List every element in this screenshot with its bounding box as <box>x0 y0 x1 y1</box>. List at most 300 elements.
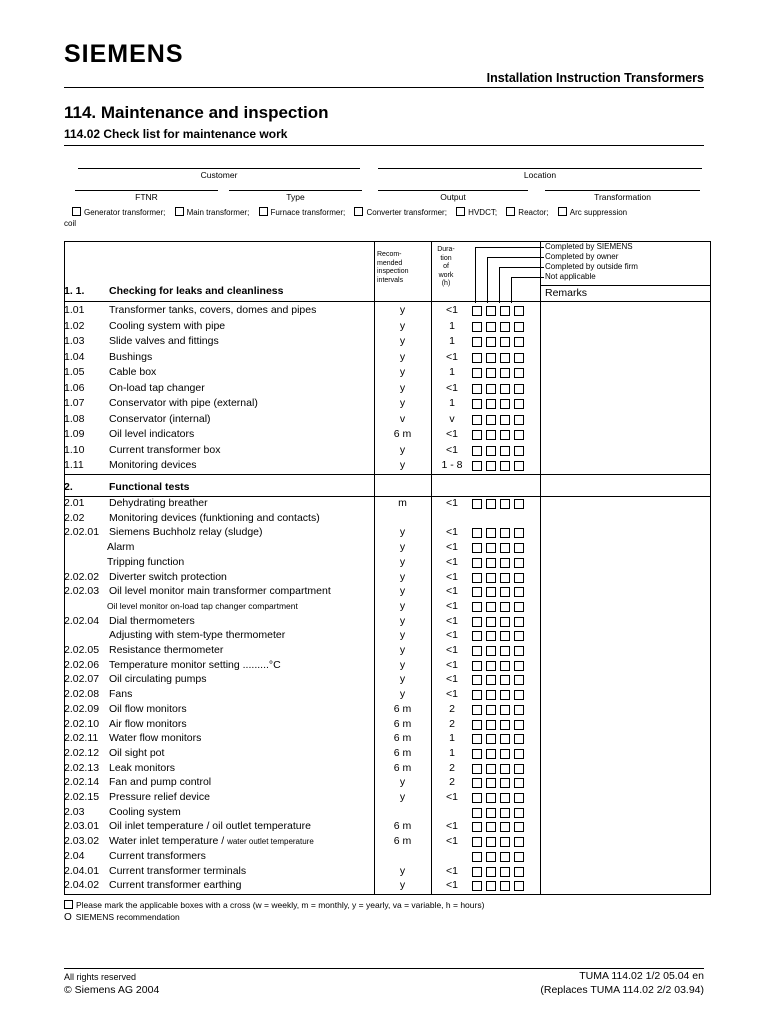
table-row <box>64 819 711 834</box>
table-row <box>64 599 711 614</box>
checkbox-siemens[interactable] <box>472 867 482 877</box>
checkbox-owner[interactable] <box>486 446 496 456</box>
checkbox-owner[interactable] <box>486 675 496 685</box>
checkbox-siemens[interactable] <box>472 430 482 440</box>
checkbox-outside[interactable] <box>500 837 510 847</box>
row-number: 1.02 <box>64 319 85 332</box>
table-row <box>64 443 711 458</box>
checkbox-outside[interactable] <box>500 573 510 583</box>
type-option-furnace[interactable]: Furnace transformer; <box>259 208 346 217</box>
checkbox-outside[interactable] <box>500 602 510 612</box>
row-duration: 1 <box>449 397 455 409</box>
checkbox-owner[interactable] <box>486 808 496 818</box>
row-duration: <1 <box>446 864 458 877</box>
checkbox-outside[interactable] <box>500 461 510 471</box>
table-row <box>64 350 711 365</box>
checkbox-siemens[interactable] <box>472 705 482 715</box>
checkbox-siemens[interactable] <box>472 558 482 568</box>
checkbox-siemens[interactable] <box>472 749 482 759</box>
row-description: Slide valves and fittings <box>109 335 219 347</box>
checkbox-not-applicable[interactable] <box>514 368 524 378</box>
checkbox-not-applicable[interactable] <box>514 734 524 744</box>
row-number: 2.02.06 <box>64 658 100 671</box>
checkbox-owner[interactable] <box>486 322 496 332</box>
row-description: Pressure relief device <box>109 791 210 803</box>
checkbox-not-applicable[interactable] <box>514 322 524 332</box>
checkbox[interactable] <box>558 207 567 216</box>
row-checkboxes <box>472 881 528 896</box>
footer-rights: All rights reserved <box>64 972 137 982</box>
header-bottom-rule <box>64 301 711 302</box>
row-interval: y <box>399 381 406 394</box>
row-duration: <1 <box>446 585 458 598</box>
checkbox-outside[interactable] <box>500 499 510 509</box>
row-number: 2.02.14 <box>64 776 100 789</box>
type-option-arc-suppression-cont: coil <box>64 219 77 228</box>
checkbox-outside[interactable] <box>500 764 510 774</box>
customer-field[interactable]: Customer <box>78 168 360 180</box>
row-duration: <1 <box>446 350 458 363</box>
type-option-generator[interactable]: Generator transformer; <box>72 208 165 217</box>
row-description: Fan and pump control <box>109 776 212 789</box>
footer-rule <box>64 968 704 969</box>
row-description: Cooling system <box>109 805 181 818</box>
row-description: Temperature monitor setting .........°C <box>109 658 281 671</box>
checkbox-not-applicable[interactable] <box>514 778 524 788</box>
row-duration: <1 <box>446 835 458 848</box>
checkbox-not-applicable[interactable] <box>514 749 524 759</box>
legend-completed-outside: Completed by outside firm <box>545 262 638 271</box>
checkbox-outside[interactable] <box>500 661 510 671</box>
table-row <box>64 717 711 732</box>
checkbox-owner[interactable] <box>486 353 496 363</box>
row-duration: <1 <box>446 614 458 627</box>
table-row <box>64 525 711 540</box>
legend-not-applicable: Not applicable <box>545 272 596 281</box>
row-interval: y <box>399 614 406 627</box>
row-number: 2.02.07 <box>64 673 100 686</box>
type-option-converter[interactable]: Converter transformer; <box>354 208 446 217</box>
checkbox-owner[interactable] <box>486 558 496 568</box>
table-row <box>64 334 711 349</box>
checkbox-siemens[interactable] <box>472 499 482 509</box>
checkbox-siemens[interactable] <box>472 690 482 700</box>
row-number: 1.09 <box>64 428 85 440</box>
row-description: Current transformer earthing <box>109 879 242 892</box>
table-row <box>64 731 711 746</box>
row-number: 2.01 <box>64 497 85 509</box>
checkbox-siemens[interactable] <box>472 415 482 425</box>
checkbox-siemens[interactable] <box>472 822 482 832</box>
checkbox-owner[interactable] <box>486 881 496 891</box>
checkbox-outside[interactable] <box>500 881 510 891</box>
row-duration: <1 <box>446 555 458 568</box>
checkbox-owner[interactable] <box>486 837 496 847</box>
row-description: Oil sight pot <box>109 746 165 759</box>
table-row <box>64 511 711 526</box>
checkbox-not-applicable[interactable] <box>514 528 524 538</box>
checkbox-not-applicable[interactable] <box>514 837 524 847</box>
checkbox-outside[interactable] <box>500 384 510 394</box>
checkbox-siemens[interactable] <box>472 461 482 471</box>
checkbox-siemens[interactable] <box>472 543 482 553</box>
row-duration: <1 <box>446 673 458 686</box>
row-number: 2.02.04 <box>64 614 100 627</box>
footer-replaces: (Replaces TUMA 114.02 2/2 03.94) <box>540 984 704 996</box>
checkbox-siemens[interactable] <box>472 528 482 538</box>
location-field[interactable]: Location <box>378 168 702 180</box>
checkbox-outside[interactable] <box>500 322 510 332</box>
checkbox-siemens[interactable] <box>472 852 482 862</box>
row-duration: 1 - 8 <box>441 459 463 471</box>
checkbox-outside[interactable] <box>500 528 510 538</box>
checkbox-siemens[interactable] <box>472 587 482 597</box>
checkbox-outside[interactable] <box>500 631 510 641</box>
row-duration: <1 <box>446 629 458 642</box>
row-interval: 6 m <box>393 820 412 833</box>
checkbox-not-applicable[interactable] <box>514 617 524 627</box>
checkbox-outside[interactable] <box>500 646 510 656</box>
legend-completed-siemens: Completed by SIEMENS <box>545 242 633 251</box>
checkbox-outside[interactable] <box>500 852 510 862</box>
row-number: 1.03 <box>64 335 85 347</box>
row-description: Resistance thermometer <box>109 644 224 656</box>
checkbox-owner[interactable] <box>486 852 496 862</box>
checkbox-not-applicable[interactable] <box>514 558 524 568</box>
checkbox-outside[interactable] <box>500 808 510 818</box>
checkbox-siemens[interactable] <box>472 764 482 774</box>
checkbox-siemens[interactable] <box>472 881 482 891</box>
section-1-title: Checking for leaks and cleanliness <box>109 285 284 297</box>
checkbox-not-applicable[interactable] <box>514 587 524 597</box>
checkbox-outside[interactable] <box>500 337 510 347</box>
checkbox-outside[interactable] <box>500 446 510 456</box>
checkbox-not-applicable[interactable] <box>514 430 524 440</box>
row-interval: y <box>399 688 406 701</box>
row-interval: y <box>399 673 406 686</box>
checkbox-siemens[interactable] <box>472 384 482 394</box>
title-rule <box>64 145 704 146</box>
checkbox-owner[interactable] <box>486 573 496 583</box>
checkbox-siemens[interactable] <box>472 573 482 583</box>
checkbox-siemens[interactable] <box>472 353 482 363</box>
row-description: Oil level indicators <box>109 428 195 440</box>
table-row <box>64 746 711 761</box>
row-interval: y <box>399 629 406 642</box>
row-number: 2.02.12 <box>64 746 100 759</box>
checkbox-not-applicable[interactable] <box>514 720 524 730</box>
row-duration: 1 <box>449 366 455 378</box>
row-description: Oil level monitor main transformer compartment <box>109 585 331 598</box>
row-duration: 1 <box>449 746 455 759</box>
checkbox-owner[interactable] <box>486 306 496 316</box>
row-description: Oil circulating pumps <box>109 673 207 686</box>
checkbox-owner[interactable] <box>486 822 496 832</box>
checkbox-not-applicable[interactable] <box>514 646 524 656</box>
checkbox-owner[interactable] <box>486 499 496 509</box>
checkbox-outside[interactable] <box>500 822 510 832</box>
checkbox-not-applicable[interactable] <box>514 793 524 803</box>
checkbox-owner[interactable] <box>486 587 496 597</box>
subsection-title: 114.02 Check list for maintenance work <box>64 127 288 141</box>
row-number: 2.02.02 <box>64 570 100 583</box>
checkbox-owner[interactable] <box>486 764 496 774</box>
row-number: 2.04.02 <box>64 879 100 892</box>
checkbox-not-applicable[interactable] <box>514 661 524 671</box>
row-interval: y <box>399 879 406 892</box>
row-description: Oil flow monitors <box>109 702 187 715</box>
transformer-type-options <box>64 207 712 229</box>
table-row <box>64 412 711 427</box>
checkbox-owner[interactable] <box>486 867 496 877</box>
checkbox-siemens[interactable] <box>472 337 482 347</box>
row-description: Adjusting with stem-type thermometer <box>109 629 286 642</box>
checkbox-siemens[interactable] <box>472 675 482 685</box>
row-number: 2.04 <box>64 849 85 862</box>
checkbox-owner[interactable] <box>486 399 496 409</box>
row-description: Leak monitors <box>109 761 175 774</box>
checkbox-owner[interactable] <box>486 720 496 730</box>
row-description: Fans <box>109 688 133 701</box>
row-description: Tripping function <box>107 555 185 568</box>
checkbox-outside[interactable] <box>500 734 510 744</box>
checkbox-owner[interactable] <box>486 368 496 378</box>
checkbox-outside[interactable] <box>500 430 510 440</box>
table-row <box>64 396 711 411</box>
table-row <box>64 584 711 599</box>
table-row <box>64 878 711 893</box>
checkbox-siemens[interactable] <box>472 734 482 744</box>
checkbox-owner[interactable] <box>486 661 496 671</box>
checkbox-owner[interactable] <box>486 430 496 440</box>
intervals-header: Recom- mended inspection intervals <box>377 251 409 284</box>
row-duration: <1 <box>446 688 458 701</box>
table-row <box>64 687 711 702</box>
row-duration: 2 <box>449 702 455 715</box>
checkbox-owner[interactable] <box>486 602 496 612</box>
checkbox-owner[interactable] <box>486 461 496 471</box>
type-option-hvdct[interactable]: HVDCT; <box>456 208 497 217</box>
checkbox-not-applicable[interactable] <box>514 499 524 509</box>
checkbox-siemens[interactable] <box>472 646 482 656</box>
checkbox-owner[interactable] <box>486 690 496 700</box>
checkbox-siemens[interactable] <box>472 306 482 316</box>
checkbox-outside[interactable] <box>500 558 510 568</box>
checkbox-outside[interactable] <box>500 587 510 597</box>
checkbox-siemens[interactable] <box>472 617 482 627</box>
row-description-small: water outlet temperature <box>227 837 314 847</box>
checkbox-not-applicable[interactable] <box>514 306 524 316</box>
checkbox-not-applicable[interactable] <box>514 602 524 612</box>
row-number: 2.02.08 <box>64 688 100 701</box>
row-duration: <1 <box>446 497 458 509</box>
checkbox-not-applicable[interactable] <box>514 881 524 891</box>
table-row <box>64 775 711 790</box>
row-number: 1.01 <box>64 304 85 316</box>
checkbox-siemens[interactable] <box>472 322 482 332</box>
checkbox[interactable] <box>456 207 465 216</box>
table-row <box>64 319 711 334</box>
checkbox[interactable] <box>506 207 515 216</box>
checkbox-owner[interactable] <box>486 384 496 394</box>
checkbox-siemens[interactable] <box>472 631 482 641</box>
table-row <box>64 864 711 879</box>
checkbox-not-applicable[interactable] <box>514 446 524 456</box>
checkbox-siemens[interactable] <box>472 661 482 671</box>
row-interval: y <box>399 397 406 409</box>
checkbox-siemens[interactable] <box>472 602 482 612</box>
remarks-header: Remarks <box>545 287 588 299</box>
checkbox-not-applicable[interactable] <box>514 690 524 700</box>
checkbox-siemens[interactable] <box>472 720 482 730</box>
checkbox-outside[interactable] <box>500 793 510 803</box>
checkbox-owner[interactable] <box>486 793 496 803</box>
footer-copyright: © Siemens AG 2004 <box>64 984 160 996</box>
checkbox-not-applicable[interactable] <box>514 337 524 347</box>
checkbox[interactable] <box>175 207 184 216</box>
section-1-number: 1. 1. <box>64 285 85 297</box>
row-interval: y <box>399 658 406 671</box>
checkbox-not-applicable[interactable] <box>514 461 524 471</box>
checkbox-outside[interactable] <box>500 368 510 378</box>
checkbox-not-applicable[interactable] <box>514 867 524 877</box>
table-row <box>64 427 711 442</box>
checkbox-owner[interactable] <box>486 543 496 553</box>
checkbox-siemens[interactable] <box>472 778 482 788</box>
checkbox-not-applicable[interactable] <box>514 543 524 553</box>
checkbox-owner[interactable] <box>486 778 496 788</box>
table-row <box>64 614 711 629</box>
checkbox-outside[interactable] <box>500 415 510 425</box>
row-duration: 1 <box>449 319 455 332</box>
type-option-arc-suppression[interactable]: Arc suppression <box>558 208 627 217</box>
section-2-number: 2. <box>64 481 73 493</box>
table-row <box>64 570 711 585</box>
row-number: 2.02.01 <box>64 526 100 539</box>
checkbox-not-applicable[interactable] <box>514 705 524 715</box>
checkbox-outside[interactable] <box>500 353 510 363</box>
checkbox-owner[interactable] <box>486 734 496 744</box>
checkbox-outside[interactable] <box>500 867 510 877</box>
row-description: Oil inlet temperature / oil outlet temperature <box>109 820 311 833</box>
checkbox[interactable] <box>259 207 268 216</box>
row-duration: <1 <box>446 658 458 671</box>
checkbox-outside[interactable] <box>500 690 510 700</box>
row-duration: <1 <box>446 570 458 583</box>
transformation-field[interactable]: Transformation <box>545 190 700 202</box>
checkbox-owner[interactable] <box>486 528 496 538</box>
output-field[interactable]: Output <box>378 190 528 202</box>
row-duration: <1 <box>446 644 458 656</box>
checkbox-siemens[interactable] <box>472 793 482 803</box>
type-option-reactor[interactable]: Reactor; <box>506 208 548 217</box>
checkbox-outside[interactable] <box>500 399 510 409</box>
row-interval: y <box>399 599 406 612</box>
checkbox-siemens[interactable] <box>472 837 482 847</box>
row-interval: 6 m <box>393 428 412 440</box>
checkbox-not-applicable[interactable] <box>514 764 524 774</box>
row-interval: 6 m <box>393 746 412 759</box>
row-duration: <1 <box>446 381 458 394</box>
checkbox[interactable] <box>354 207 363 216</box>
checkbox-owner[interactable] <box>486 617 496 627</box>
checkbox-siemens[interactable] <box>472 399 482 409</box>
checkbox-not-applicable[interactable] <box>514 415 524 425</box>
checkbox-siemens[interactable] <box>472 368 482 378</box>
checkbox-not-applicable[interactable] <box>514 631 524 641</box>
row-description: Conservator (internal) <box>109 412 211 425</box>
checkbox-not-applicable[interactable] <box>514 384 524 394</box>
checkbox-outside[interactable] <box>500 306 510 316</box>
header-rule <box>64 87 704 88</box>
checkbox-owner[interactable] <box>486 705 496 715</box>
checkbox-not-applicable[interactable] <box>514 573 524 583</box>
row-number: 1.06 <box>64 381 85 394</box>
checkbox-legend-icon <box>64 900 73 909</box>
ftnr-field[interactable]: FTNR <box>75 190 218 202</box>
checkbox[interactable] <box>72 207 81 216</box>
row-duration: <1 <box>446 879 458 892</box>
row-duration: <1 <box>446 599 458 612</box>
table-row <box>64 805 711 820</box>
checkbox-siemens[interactable] <box>472 446 482 456</box>
checkbox-owner[interactable] <box>486 646 496 656</box>
circle-icon: O <box>64 912 72 923</box>
footnote-recommendation: O SIEMENS recommendation <box>64 912 180 923</box>
checkbox-siemens[interactable] <box>472 808 482 818</box>
checkbox-not-applicable[interactable] <box>514 675 524 685</box>
checkbox-outside[interactable] <box>500 705 510 715</box>
row-description: Transformer tanks, covers, domes and pipes <box>109 304 317 316</box>
checkbox-not-applicable[interactable] <box>514 822 524 832</box>
type-option-main[interactable]: Main transformer; <box>175 208 250 217</box>
row-interval: y <box>399 570 406 583</box>
row-number: 1.05 <box>64 366 85 378</box>
row-interval: 6 m <box>393 702 412 715</box>
checkbox-outside[interactable] <box>500 617 510 627</box>
row-interval: y <box>399 791 406 803</box>
checkbox-owner[interactable] <box>486 415 496 425</box>
row-duration: v <box>449 412 455 425</box>
row-description: Water flow monitors <box>109 732 202 745</box>
table-row <box>64 365 711 380</box>
checkbox-outside[interactable] <box>500 749 510 759</box>
row-interval: y <box>399 864 406 877</box>
checkbox-outside[interactable] <box>500 720 510 730</box>
row-interval: y <box>399 644 406 656</box>
type-field[interactable]: Type <box>229 190 362 202</box>
table-row <box>64 540 711 555</box>
checkbox-not-applicable[interactable] <box>514 852 524 862</box>
row-number: 2.02.05 <box>64 644 100 656</box>
row-duration: <1 <box>446 791 458 803</box>
checkbox-outside[interactable] <box>500 778 510 788</box>
checkbox-not-applicable[interactable] <box>514 353 524 363</box>
row-description: Water inlet temperature / water outlet temperature <box>109 835 314 848</box>
checkbox-outside[interactable] <box>500 543 510 553</box>
checkbox-not-applicable[interactable] <box>514 808 524 818</box>
checkbox-owner[interactable] <box>486 631 496 641</box>
row-interval: y <box>399 350 406 363</box>
legend-bracket <box>511 277 544 303</box>
row-description: Air flow monitors <box>109 717 187 730</box>
siemens-logo: SIEMENS <box>64 40 184 68</box>
checkbox-owner[interactable] <box>486 749 496 759</box>
checkbox-not-applicable[interactable] <box>514 399 524 409</box>
row-duration: 2 <box>449 776 455 789</box>
checkbox-outside[interactable] <box>500 675 510 685</box>
checkbox-owner[interactable] <box>486 337 496 347</box>
